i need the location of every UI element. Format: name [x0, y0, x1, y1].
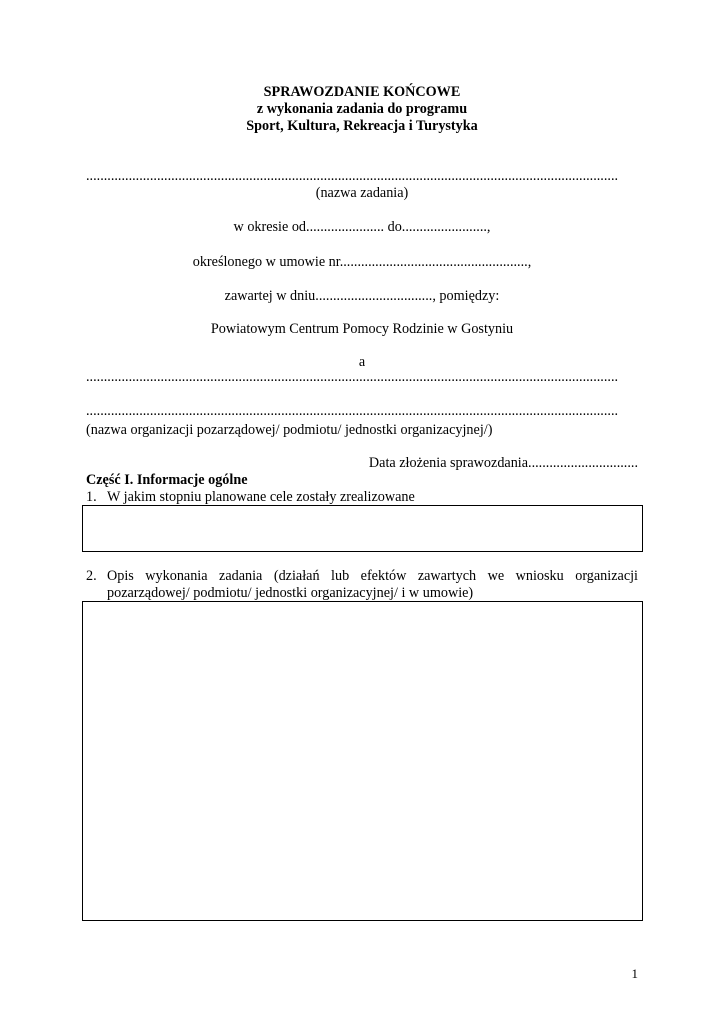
task-name-caption: (nazwa zadania): [315, 185, 409, 201]
question-2-text-line-1: Opis wykonania zadania (działań lub efektów zawartych we wniosku organizacji: [107, 568, 638, 584]
question-2-text-line-2: pozarządowej/ podmiotu/ jednostki organizacyjnej/ i w umowie): [107, 585, 474, 601]
report-title: SPRAWOZDANIE KOŃCOWE: [263, 84, 461, 100]
question-2-number: 2.: [86, 568, 97, 584]
submission-date-field[interactable]: Data złożenia sprawozdania...............................: [368, 455, 638, 471]
organization-name-field-2[interactable]: ......................................................................................................................................................: [86, 403, 619, 419]
page-number: 1: [631, 966, 638, 981]
organization-name-caption: (nazwa organizacji pozarządowej/ podmiotu/ jednostki organizacyjnej/): [86, 422, 493, 438]
question-2-answer-box[interactable]: [82, 601, 643, 921]
agreement-number-field[interactable]: określonego w umowie nr.....................................................,: [192, 254, 532, 270]
question-1-number: 1.: [86, 489, 97, 505]
party-one-name: Powiatowym Centrum Pomocy Rodzinie w Gostyniu: [210, 321, 514, 337]
question-1-answer-box[interactable]: [82, 505, 643, 552]
part-one-heading: Część I. Informacje ogólne: [86, 472, 248, 488]
report-subtitle-line-1: z wykonania zadania do programu: [256, 101, 468, 117]
question-1-text: W jakim stopniu planowane cele zostały zrealizowane: [107, 489, 415, 505]
conjunction-and: a: [358, 354, 366, 370]
organization-name-field-1[interactable]: ......................................................................................................................................................: [86, 369, 619, 385]
report-subtitle-line-2: Sport, Kultura, Rekreacja i Turystyka: [246, 118, 478, 134]
period-field[interactable]: w okresie od...................... do........................,: [233, 219, 491, 235]
task-name-field[interactable]: ......................................................................................................................................................: [86, 168, 619, 184]
concluded-date-field[interactable]: zawartej w dniu................................., pomiędzy:: [224, 288, 500, 304]
